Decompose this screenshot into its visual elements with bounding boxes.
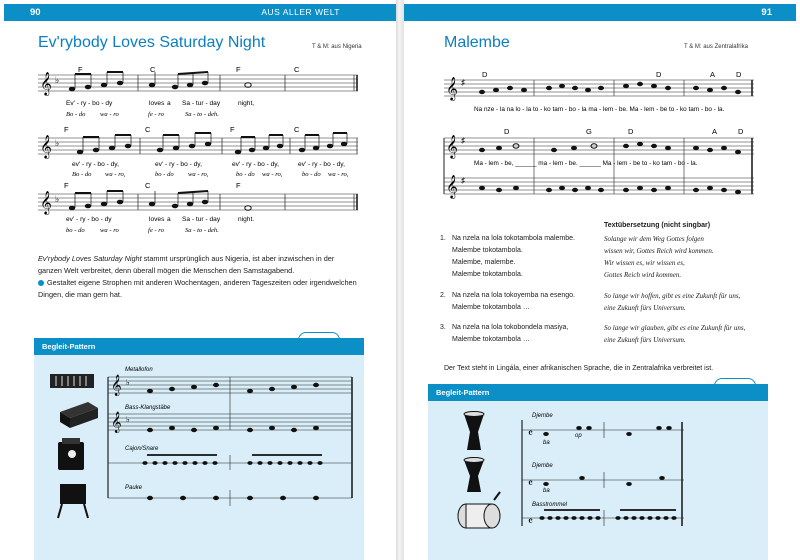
treble-clef-icon: 𝄞 xyxy=(446,76,458,100)
lyric: bo - do xyxy=(302,171,321,178)
translation-heading: Textübersetzung (nicht singbar) xyxy=(604,222,711,229)
chord-symbol: C xyxy=(145,125,151,134)
time-signature: 𝄴 xyxy=(528,515,533,528)
drum-syllable: op xyxy=(575,433,582,439)
malembe-lyrics-row-1: Na nze - la na lo - la to - ko tam - bo - la ma - lem - be. Ma - lem - be to - ko tam - bo - la. xyxy=(474,106,725,113)
translation-line: eine Zukunft fürs Universum. xyxy=(604,336,686,344)
lyric: a xyxy=(167,100,171,107)
lyric: ev' - ry - bo - dy, xyxy=(72,161,119,168)
lyric: night, xyxy=(238,100,255,107)
accompaniment-score-left xyxy=(0,0,396,560)
verse-number: 3. xyxy=(440,324,446,331)
metallophone-icon xyxy=(50,374,94,388)
verse-line: Malembe tokotambola. xyxy=(452,247,523,254)
lyric: fe - ro xyxy=(148,111,164,118)
lyric: Bo - do xyxy=(66,111,86,118)
chord-symbol: F xyxy=(78,65,83,74)
instrument-label: Bass-Klangstäbe xyxy=(125,405,171,411)
left-page xyxy=(0,0,396,560)
lyric: Sa - to - deh. xyxy=(185,111,219,118)
lyric: ev' - ry - bo - dy, xyxy=(155,161,202,168)
lyric: ev' - ry - bo - dy, xyxy=(232,161,279,168)
right-page-number: 91 xyxy=(761,7,772,18)
lyric: wa - ro xyxy=(100,227,119,234)
translation-line: Wir wissen es, wir wissen es, xyxy=(604,259,685,267)
djembe-icon xyxy=(464,458,484,493)
translation-line: Solange wir dem Weg Gottes folgen xyxy=(604,235,704,243)
bass-bars-pattern xyxy=(147,426,319,432)
translation-line: So lange wir hoffen, gibt es eine Zukunft für uns, xyxy=(604,292,741,300)
verse-line: Malembe, malembe. xyxy=(452,259,516,266)
instrument-label: Basstrommel xyxy=(532,502,568,508)
lyric: loves xyxy=(149,216,165,223)
bass-drum-icon xyxy=(458,492,500,528)
djembe-icon xyxy=(464,412,484,451)
lyric: wa - ro, xyxy=(328,171,349,178)
chord-symbol: D xyxy=(656,70,662,79)
lyric: ev' - ry - bo - dy, xyxy=(298,161,345,168)
sharp-sign-icon: ♯ xyxy=(461,176,465,185)
lyric: Sa - to - deh. xyxy=(185,227,219,234)
chord-symbol: F xyxy=(236,181,241,190)
treble-clef-icon: 𝄞 xyxy=(111,375,122,396)
chord-symbol: F xyxy=(230,125,235,134)
task-text: Gestaltet eigene Strophen mit anderen Wochentagen, anderen Tageszeiten oder irgendwelchen Dingen, die man gern hat. xyxy=(38,278,357,299)
chord-symbol: A xyxy=(710,70,716,79)
description-text: stammt ursprünglich aus Nigeria, ist aber inzwischen in der ganzen Welt verbreitet, denn überall mögen die Menschen den Samstagabend. xyxy=(38,254,335,275)
lyric: Sa - tur - day xyxy=(182,216,221,223)
flat-sign-icon: ♭ xyxy=(126,378,130,387)
chord-symbol: F xyxy=(64,181,69,190)
lyric: night. xyxy=(238,216,255,223)
right-page xyxy=(404,0,800,560)
chord-symbol: D xyxy=(738,127,744,136)
translation-line: wissen wir, Gottes Reich wird kommen. xyxy=(604,247,714,255)
treble-clef-icon: 𝄞 xyxy=(111,412,122,433)
chord-symbol: D xyxy=(736,70,742,79)
running-head: AUS ALLER WELT xyxy=(261,7,340,17)
flat-sign-icon: ♭ xyxy=(55,75,60,85)
metallophone-pattern xyxy=(147,383,319,393)
timpani-icon xyxy=(58,484,88,518)
instrument-label: Cajon/Snare xyxy=(125,446,159,452)
accompaniment-box-title: Begleit-Pattern xyxy=(436,388,490,397)
drum-syllable: ba xyxy=(543,440,550,446)
chord-symbol: D xyxy=(482,70,488,79)
sharp-sign-icon: ♯ xyxy=(461,78,465,87)
verse-number: 2. xyxy=(440,292,446,299)
lyric: Sa - tur - day xyxy=(182,100,221,107)
sharp-sign-icon: ♯ xyxy=(461,136,465,145)
lyric: Ev' - ry - bo - dy xyxy=(66,100,113,107)
left-page-number: 90 xyxy=(30,7,41,18)
drum-syllable: ba xyxy=(543,488,550,494)
book-gutter xyxy=(396,0,404,560)
treble-clef-icon: 𝄞 xyxy=(40,71,52,95)
translation-line: So lange wir glauben, gibt es eine Zukunft für uns, xyxy=(604,324,746,332)
song-credit-left: T & M: aus Nigeria xyxy=(312,44,362,50)
treble-clef-icon: 𝄞 xyxy=(446,134,458,158)
lyric: loves xyxy=(149,100,165,107)
song-title-saturday-night: Ev'rybody Loves Saturday Night xyxy=(38,34,266,51)
verse-line: Na nzela na lola tokotambola malembe. xyxy=(452,235,575,242)
chord-symbol: A xyxy=(712,127,718,136)
instrument-label: Pauke xyxy=(125,485,143,491)
verse-line: Na nzela na lola tokobondela masiya, xyxy=(452,324,569,331)
chord-symbol: D xyxy=(628,127,634,136)
chord-symbol: F xyxy=(64,125,69,134)
lyric: wa - ro, xyxy=(262,171,283,178)
translation-line: Gottes Reich wird kommen. xyxy=(604,271,682,279)
chord-symbol: C xyxy=(150,65,156,74)
lyric: ev' - ry - bo - dy xyxy=(66,216,112,223)
song-title-malembe: Malembe xyxy=(444,34,510,51)
verse-number: 1. xyxy=(440,235,446,242)
instrument-label: Djembe xyxy=(532,463,553,469)
description-song-name: Ev'rybody Loves Saturday Night xyxy=(38,254,142,263)
time-signature: 𝄴 xyxy=(528,427,533,440)
instrument-label: Metallofon xyxy=(125,367,153,373)
verse-line: Malembe tokotambola … xyxy=(452,304,530,311)
flat-sign-icon: ♭ xyxy=(126,415,130,424)
chord-symbol: C xyxy=(294,125,300,134)
verse-line: Na nzela na lola tokoyemba na esengo. xyxy=(452,292,575,299)
lyric: wa - ro, xyxy=(188,171,209,178)
instrument-label: Djembe xyxy=(532,413,553,419)
lyric: bo - do xyxy=(155,171,174,178)
accompaniment-box-title: Begleit-Pattern xyxy=(42,342,96,351)
lyric: wa - ro, xyxy=(105,171,126,178)
song-credit-right: T & M: aus Zentralafrika xyxy=(684,44,748,50)
lyric: wa - ro xyxy=(100,111,119,118)
treble-clef-icon: 𝄞 xyxy=(40,190,52,214)
chord-symbol: G xyxy=(586,127,592,136)
chord-symbol: C xyxy=(294,65,300,74)
translation-line: eine Zukunft fürs Universum. xyxy=(604,304,686,312)
chord-symbol: D xyxy=(504,127,510,136)
djembe-pattern-1 xyxy=(543,426,672,436)
verse-line: Malembe tokotambola … xyxy=(452,336,530,343)
malembe-lyrics-row-2: Ma - lem - be, ______ ma - lem - be. ______ Ma - lem - be to - ko tam - bo - la. xyxy=(474,160,698,167)
cajon-icon xyxy=(58,438,84,470)
lyric: Bo - do xyxy=(72,171,92,178)
lyric: fe - ro xyxy=(148,227,164,234)
verse-line: Malembe tokotambola. xyxy=(452,271,523,278)
lyric: bo - do xyxy=(66,227,85,234)
lyric: bo - do xyxy=(236,171,255,178)
accompaniment-score-right xyxy=(404,0,800,560)
chord-symbol: C xyxy=(145,181,151,190)
time-signature: 𝄴 xyxy=(528,477,533,490)
treble-clef-icon: 𝄞 xyxy=(446,174,458,198)
bass-bars-icon xyxy=(60,402,98,428)
flat-sign-icon: ♭ xyxy=(55,138,60,148)
treble-clef-icon: 𝄞 xyxy=(40,134,52,158)
lyric: a xyxy=(167,216,171,223)
chord-symbol: F xyxy=(236,65,241,74)
flat-sign-icon: ♭ xyxy=(55,194,60,204)
language-note: Der Text steht in Lingála, einer afrikanischen Sprache, die in Zentralafrika verbreitet ist. xyxy=(444,365,714,372)
